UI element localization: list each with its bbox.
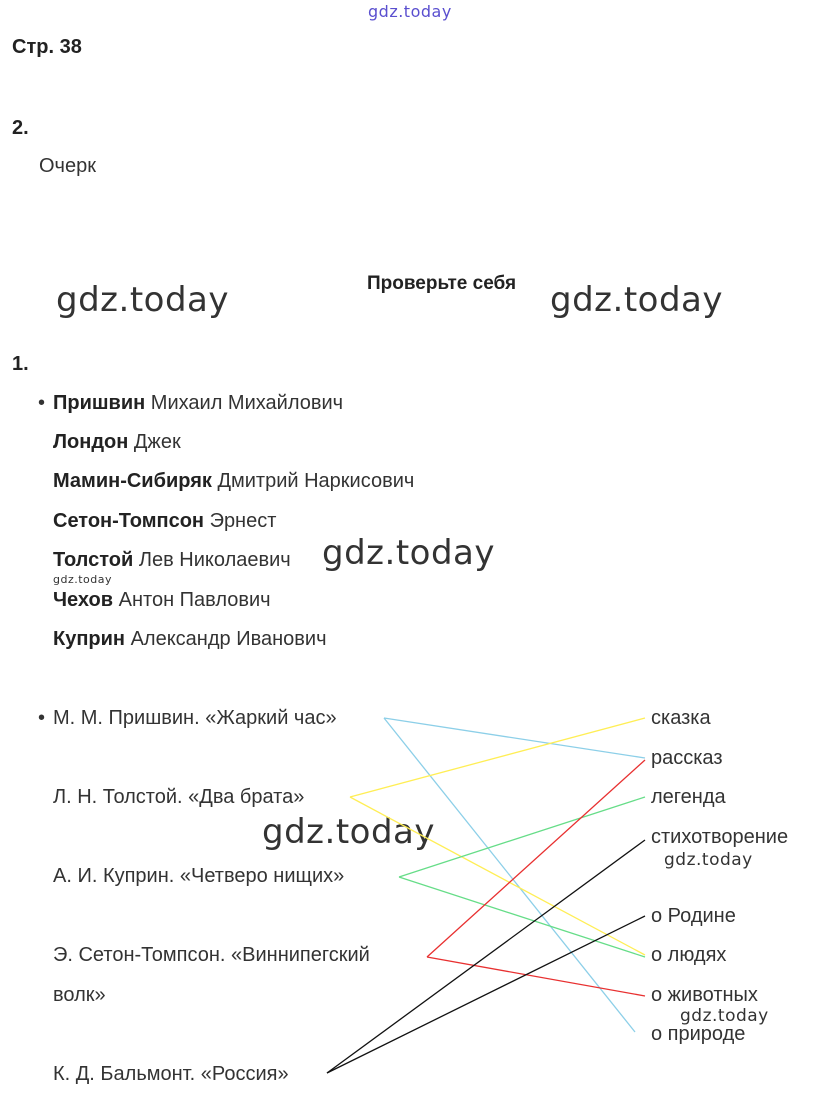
genre-item: о людях	[651, 944, 727, 966]
task-number: 1.	[12, 353, 29, 375]
work-item: Л. Н. Толстой. «Два брата»	[53, 786, 305, 808]
work-item: А. И. Куприн. «Четверо нищих»	[53, 865, 345, 887]
watermark-tiny: gdz.today	[53, 573, 113, 586]
author-item: Чехов Антон Павлович	[53, 589, 271, 611]
connector-line-green	[399, 797, 645, 877]
genre-item: сказка	[651, 707, 711, 729]
bullet: •	[38, 392, 46, 414]
watermark: gdz.today	[664, 850, 753, 870]
work-item: Э. Сетон-Томпсон. «Виннипегский	[53, 944, 370, 966]
genre-item: о животных	[651, 984, 758, 1006]
bullet: •	[38, 707, 46, 729]
watermark: gdz.today	[680, 1006, 769, 1026]
connector-line-red	[427, 760, 645, 957]
watermark: gdz.today	[262, 812, 435, 852]
task-answer: Очерк	[39, 155, 96, 177]
work-item-continued: волк»	[53, 984, 106, 1006]
genre-item: стихотворение	[651, 826, 789, 848]
page-label: Стр. 38	[12, 36, 82, 58]
author-item: Лондон Джек	[53, 431, 181, 453]
watermark: gdz.today	[322, 533, 495, 573]
genre-item: о Родине	[651, 905, 736, 927]
connector-line-black	[327, 840, 645, 1073]
author-item: Куприн Александр Иванович	[53, 628, 327, 650]
work-item: К. Д. Бальмонт. «Россия»	[53, 1063, 289, 1085]
watermark-top: gdz.today	[368, 2, 452, 21]
author-item: Сетон-Томпсон Эрнест	[53, 510, 277, 532]
author-item: Толстой Лев Николаевич	[53, 549, 291, 571]
genre-item: легенда	[651, 786, 726, 808]
author-item: Пришвин Михаил Михайлович	[53, 392, 344, 414]
watermark: gdz.today	[550, 280, 723, 320]
check-heading: Проверьте себя	[367, 273, 517, 294]
genre-item: рассказ	[651, 747, 723, 769]
watermark: gdz.today	[56, 280, 229, 320]
connector-line-blue	[384, 718, 645, 758]
connector-line-yellow	[350, 797, 645, 955]
author-item: Мамин-Сибиряк Дмитрий Наркисович	[53, 470, 415, 492]
task-number: 2.	[12, 117, 29, 139]
genre-item: о природе	[651, 1023, 746, 1045]
connector-line-black	[327, 916, 645, 1073]
work-item: М. М. Пришвин. «Жаркий час»	[53, 707, 337, 729]
